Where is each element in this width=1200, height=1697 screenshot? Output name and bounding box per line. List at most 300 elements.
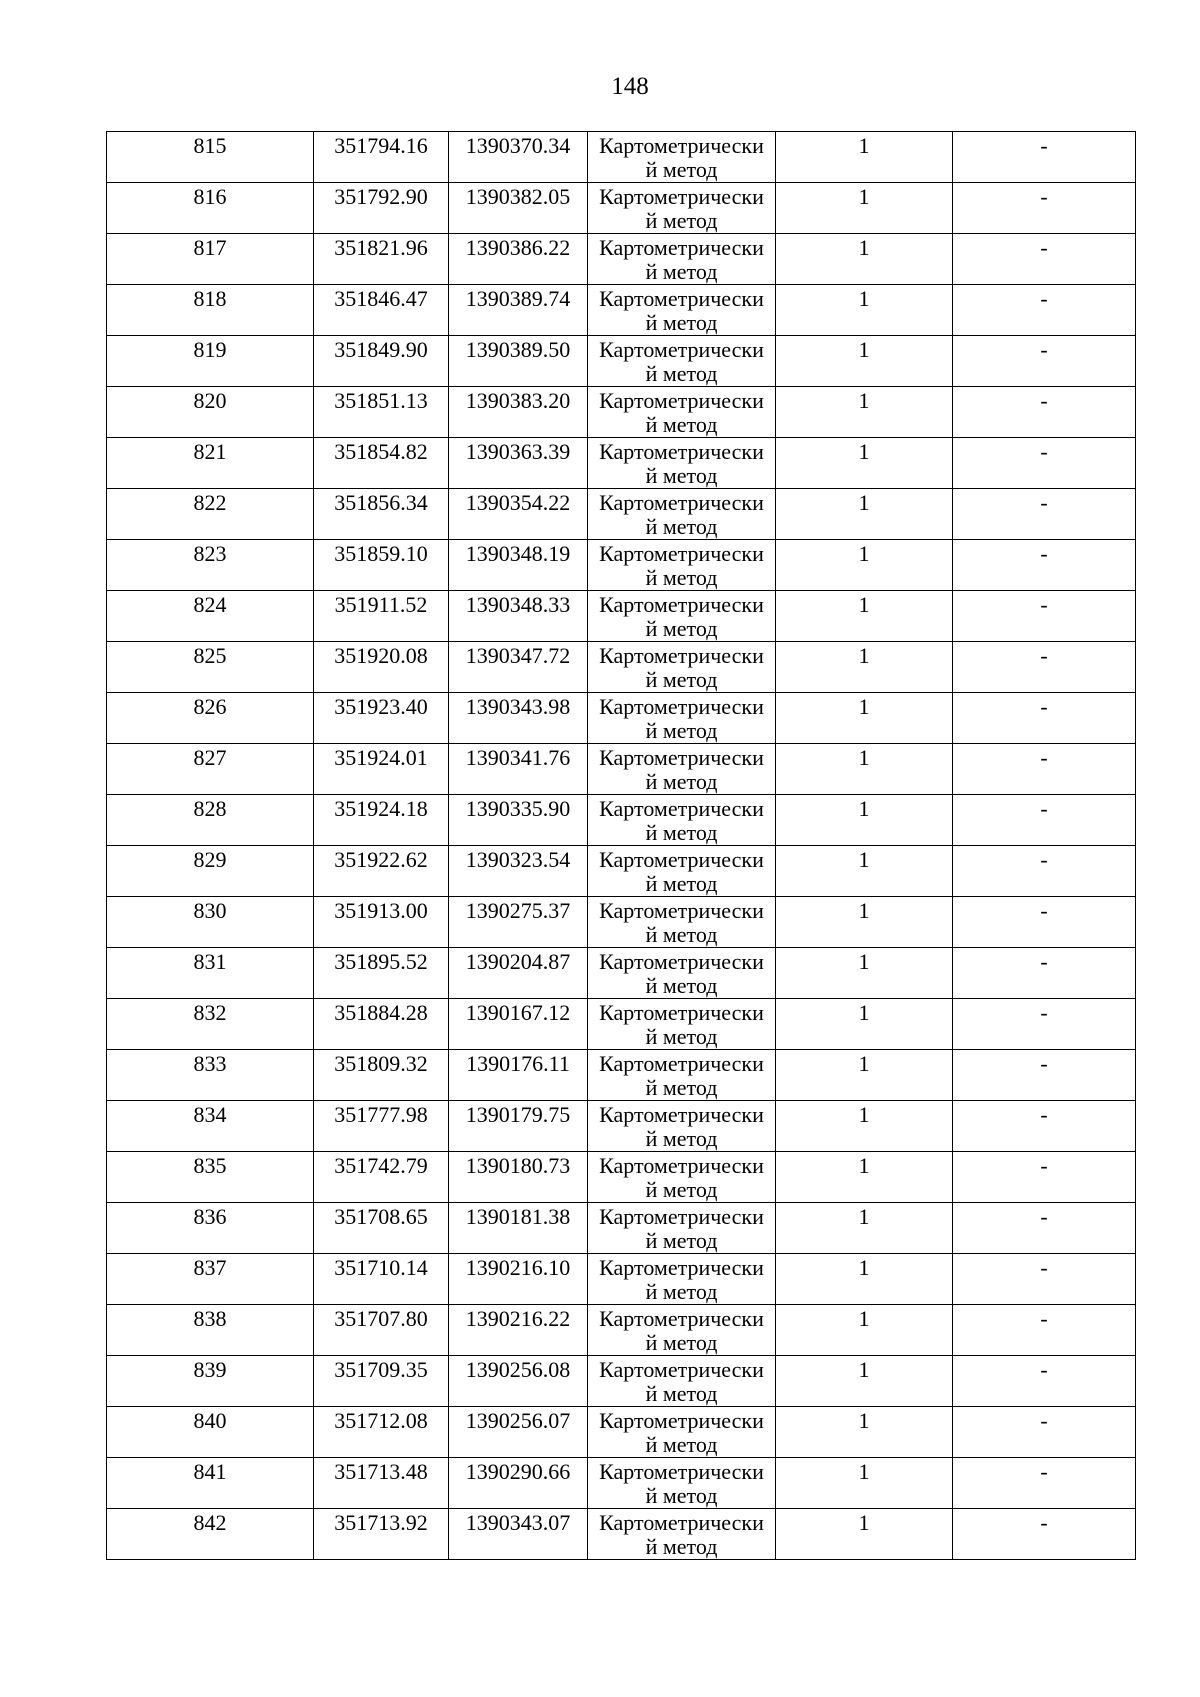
x-coordinate-value: 351851.13 xyxy=(334,388,428,413)
accuracy-value: 1 xyxy=(858,643,870,668)
accuracy-cell xyxy=(776,1050,953,1101)
note-value: - xyxy=(1040,592,1048,617)
accuracy-cell xyxy=(776,591,953,642)
method-cell xyxy=(588,744,776,795)
x-coordinate-value: 351809.32 xyxy=(334,1051,428,1076)
point-number-cell xyxy=(107,1050,314,1101)
note-cell xyxy=(953,744,1136,795)
method-cell xyxy=(588,1101,776,1152)
note-value: - xyxy=(1040,847,1048,872)
method-cell xyxy=(588,1458,776,1509)
point-number-cell xyxy=(107,387,314,438)
x-coordinate-value: 351712.08 xyxy=(334,1408,428,1433)
method-line-1: Картометрически xyxy=(599,235,764,260)
method-line-2: й метод xyxy=(645,718,718,743)
method-line-2: й метод xyxy=(645,310,718,335)
point-number-cell xyxy=(107,1203,314,1254)
note-cell xyxy=(953,1458,1136,1509)
y-coordinate-value: 1390323.54 xyxy=(465,847,571,872)
point-number-value: 818 xyxy=(193,286,227,311)
method-line-1: Картометрически xyxy=(599,133,764,158)
method-cell xyxy=(588,1509,776,1560)
y-coordinate-cell xyxy=(449,540,588,591)
method-line-1: Картометрически xyxy=(599,1051,764,1076)
y-coordinate-value: 1390204.87 xyxy=(465,949,571,974)
y-coordinate-value: 1390389.74 xyxy=(465,286,571,311)
accuracy-value: 1 xyxy=(858,1255,870,1280)
note-value: - xyxy=(1040,898,1048,923)
accuracy-value: 1 xyxy=(858,1153,870,1178)
method-line-2: й метод xyxy=(645,1381,718,1406)
accuracy-value: 1 xyxy=(858,1408,870,1433)
y-coordinate-cell xyxy=(449,846,588,897)
note-value: - xyxy=(1040,694,1048,719)
point-number-cell xyxy=(107,999,314,1050)
accuracy-value: 1 xyxy=(858,796,870,821)
y-coordinate-cell xyxy=(449,1458,588,1509)
point-number-value: 838 xyxy=(193,1306,227,1331)
note-value: - xyxy=(1040,541,1048,566)
method-line-2: й метод xyxy=(645,565,718,590)
accuracy-cell xyxy=(776,1407,953,1458)
y-coordinate-value: 1390389.50 xyxy=(465,337,571,362)
x-coordinate-value: 351710.14 xyxy=(334,1255,428,1280)
accuracy-value: 1 xyxy=(858,898,870,923)
note-cell xyxy=(953,1050,1136,1101)
note-value: - xyxy=(1040,1000,1048,1025)
point-number-cell xyxy=(107,846,314,897)
table-row xyxy=(107,1101,1136,1152)
note-value: - xyxy=(1040,439,1048,464)
method-line-1: Картометрически xyxy=(599,694,764,719)
accuracy-value: 1 xyxy=(858,337,870,362)
method-line-2: й метод xyxy=(645,616,718,641)
method-line-1: Картометрически xyxy=(599,1153,764,1178)
table-row xyxy=(107,1356,1136,1407)
y-coordinate-value: 1390347.72 xyxy=(465,643,571,668)
accuracy-cell xyxy=(776,1356,953,1407)
x-coordinate-cell xyxy=(314,1458,449,1509)
note-value: - xyxy=(1040,1153,1048,1178)
note-cell xyxy=(953,1305,1136,1356)
method-cell xyxy=(588,846,776,897)
accuracy-cell xyxy=(776,285,953,336)
method-cell xyxy=(588,642,776,693)
note-cell xyxy=(953,1254,1136,1305)
note-value: - xyxy=(1040,1102,1048,1127)
note-value: - xyxy=(1040,745,1048,770)
x-coordinate-cell xyxy=(314,897,449,948)
method-cell xyxy=(588,285,776,336)
note-cell xyxy=(953,387,1136,438)
table-row xyxy=(107,285,1136,336)
accuracy-value: 1 xyxy=(858,1510,870,1535)
note-value: - xyxy=(1040,184,1048,209)
x-coordinate-value: 351856.34 xyxy=(334,490,428,515)
accuracy-value: 1 xyxy=(858,745,870,770)
point-number-cell xyxy=(107,744,314,795)
accuracy-cell xyxy=(776,948,953,999)
point-number-cell xyxy=(107,1356,314,1407)
accuracy-cell xyxy=(776,387,953,438)
x-coordinate-value: 351884.28 xyxy=(334,1000,428,1025)
coordinates-table xyxy=(106,131,1136,1560)
method-line-2: й метод xyxy=(645,871,718,896)
method-cell xyxy=(588,234,776,285)
note-cell xyxy=(953,591,1136,642)
x-coordinate-value: 351854.82 xyxy=(334,439,428,464)
y-coordinate-value: 1390216.22 xyxy=(465,1306,571,1331)
accuracy-cell xyxy=(776,897,953,948)
accuracy-value: 1 xyxy=(858,286,870,311)
method-line-1: Картометрически xyxy=(599,796,764,821)
point-number-value: 832 xyxy=(193,1000,227,1025)
accuracy-cell xyxy=(776,438,953,489)
method-line-1: Картометрически xyxy=(599,745,764,770)
point-number-value: 842 xyxy=(193,1510,227,1535)
note-value: - xyxy=(1040,337,1048,362)
point-number-cell xyxy=(107,1254,314,1305)
point-number-cell xyxy=(107,1509,314,1560)
y-coordinate-value: 1390179.75 xyxy=(465,1102,571,1127)
y-coordinate-cell xyxy=(449,591,588,642)
note-value: - xyxy=(1040,1459,1048,1484)
method-cell xyxy=(588,1356,776,1407)
point-number-value: 836 xyxy=(193,1204,227,1229)
note-cell xyxy=(953,183,1136,234)
accuracy-cell xyxy=(776,540,953,591)
note-value: - xyxy=(1040,388,1048,413)
note-cell xyxy=(953,489,1136,540)
method-cell xyxy=(588,1152,776,1203)
method-cell xyxy=(588,591,776,642)
accuracy-value: 1 xyxy=(858,541,870,566)
method-cell xyxy=(588,1254,776,1305)
method-line-2: й метод xyxy=(645,769,718,794)
point-number-value: 833 xyxy=(193,1051,227,1076)
x-coordinate-cell xyxy=(314,846,449,897)
accuracy-cell xyxy=(776,1458,953,1509)
method-line-1: Картометрически xyxy=(599,1204,764,1229)
x-coordinate-cell xyxy=(314,1509,449,1560)
method-line-1: Картометрически xyxy=(599,184,764,209)
point-number-value: 824 xyxy=(193,592,227,617)
y-coordinate-cell xyxy=(449,897,588,948)
method-line-1: Картометрически xyxy=(599,949,764,974)
point-number-cell xyxy=(107,1458,314,1509)
method-line-2: й метод xyxy=(645,1024,718,1049)
method-line-2: й метод xyxy=(645,361,718,386)
accuracy-value: 1 xyxy=(858,1000,870,1025)
point-number-cell xyxy=(107,591,314,642)
y-coordinate-value: 1390386.22 xyxy=(465,235,571,260)
accuracy-cell xyxy=(776,234,953,285)
accuracy-value: 1 xyxy=(858,1102,870,1127)
x-coordinate-value: 351924.01 xyxy=(334,745,428,770)
table-row xyxy=(107,693,1136,744)
x-coordinate-value: 351911.52 xyxy=(334,592,428,617)
point-number-cell xyxy=(107,897,314,948)
point-number-value: 828 xyxy=(193,796,227,821)
point-number-cell xyxy=(107,183,314,234)
y-coordinate-value: 1390343.98 xyxy=(465,694,571,719)
method-line-1: Картометрически xyxy=(599,898,764,923)
point-number-value: 825 xyxy=(193,643,227,668)
table-row xyxy=(107,999,1136,1050)
y-coordinate-cell xyxy=(449,438,588,489)
x-coordinate-cell xyxy=(314,1152,449,1203)
point-number-value: 827 xyxy=(193,745,227,770)
accuracy-cell xyxy=(776,1305,953,1356)
table-row xyxy=(107,1254,1136,1305)
note-value: - xyxy=(1040,235,1048,260)
x-coordinate-cell xyxy=(314,642,449,693)
accuracy-value: 1 xyxy=(858,490,870,515)
accuracy-value: 1 xyxy=(858,592,870,617)
accuracy-value: 1 xyxy=(858,847,870,872)
y-coordinate-cell xyxy=(449,336,588,387)
method-cell xyxy=(588,540,776,591)
x-coordinate-value: 351849.90 xyxy=(334,337,428,362)
method-line-2: й метод xyxy=(645,1075,718,1100)
note-value: - xyxy=(1040,133,1048,158)
y-coordinate-cell xyxy=(449,1203,588,1254)
point-number-cell xyxy=(107,285,314,336)
x-coordinate-value: 351895.52 xyxy=(334,949,428,974)
x-coordinate-value: 351821.96 xyxy=(334,235,428,260)
method-cell xyxy=(588,183,776,234)
method-line-1: Картометрически xyxy=(599,490,764,515)
y-coordinate-cell xyxy=(449,234,588,285)
y-coordinate-cell xyxy=(449,132,588,183)
method-line-2: й метод xyxy=(645,1534,718,1559)
table-row xyxy=(107,132,1136,183)
method-cell xyxy=(588,897,776,948)
point-number-cell xyxy=(107,948,314,999)
point-number-value: 837 xyxy=(193,1255,227,1280)
method-line-2: й метод xyxy=(645,973,718,998)
table-row xyxy=(107,234,1136,285)
y-coordinate-value: 1390167.12 xyxy=(465,1000,571,1025)
point-number-cell xyxy=(107,693,314,744)
x-coordinate-value: 351922.62 xyxy=(334,847,428,872)
x-coordinate-cell xyxy=(314,1305,449,1356)
y-coordinate-value: 1390363.39 xyxy=(465,439,571,464)
method-line-1: Картометрически xyxy=(599,1000,764,1025)
method-line-2: й метод xyxy=(645,208,718,233)
point-number-cell xyxy=(107,1305,314,1356)
y-coordinate-value: 1390383.20 xyxy=(465,388,571,413)
method-line-2: й метод xyxy=(645,1228,718,1253)
note-cell xyxy=(953,795,1136,846)
y-coordinate-cell xyxy=(449,489,588,540)
point-number-cell xyxy=(107,1407,314,1458)
note-cell xyxy=(953,999,1136,1050)
y-coordinate-cell xyxy=(449,693,588,744)
note-cell xyxy=(953,285,1136,336)
table-row xyxy=(107,1203,1136,1254)
note-cell xyxy=(953,1152,1136,1203)
accuracy-value: 1 xyxy=(858,388,870,413)
y-coordinate-value: 1390180.73 xyxy=(465,1153,571,1178)
point-number-value: 830 xyxy=(193,898,227,923)
point-number-cell xyxy=(107,234,314,285)
y-coordinate-value: 1390348.33 xyxy=(465,592,571,617)
note-value: - xyxy=(1040,1204,1048,1229)
table-row xyxy=(107,1407,1136,1458)
point-number-value: 841 xyxy=(193,1459,227,1484)
table-body xyxy=(107,132,1136,1560)
method-line-2: й метод xyxy=(645,514,718,539)
method-line-1: Картометрически xyxy=(599,439,764,464)
accuracy-cell xyxy=(776,1152,953,1203)
x-coordinate-cell xyxy=(314,591,449,642)
y-coordinate-cell xyxy=(449,795,588,846)
table-row xyxy=(107,540,1136,591)
point-number-value: 815 xyxy=(193,133,227,158)
point-number-cell xyxy=(107,489,314,540)
note-value: - xyxy=(1040,490,1048,515)
method-line-1: Картометрически xyxy=(599,847,764,872)
y-coordinate-cell xyxy=(449,1050,588,1101)
y-coordinate-value: 1390216.10 xyxy=(465,1255,571,1280)
note-value: - xyxy=(1040,1255,1048,1280)
method-cell xyxy=(588,387,776,438)
table-row xyxy=(107,1152,1136,1203)
point-number-cell xyxy=(107,438,314,489)
accuracy-cell xyxy=(776,132,953,183)
note-cell xyxy=(953,1509,1136,1560)
method-line-2: й метод xyxy=(645,820,718,845)
x-coordinate-cell xyxy=(314,183,449,234)
method-line-1: Картометрически xyxy=(599,541,764,566)
x-coordinate-cell xyxy=(314,693,449,744)
point-number-cell xyxy=(107,795,314,846)
y-coordinate-cell xyxy=(449,642,588,693)
table-row xyxy=(107,387,1136,438)
accuracy-value: 1 xyxy=(858,1357,870,1382)
note-cell xyxy=(953,846,1136,897)
note-cell xyxy=(953,132,1136,183)
note-cell xyxy=(953,693,1136,744)
point-number-value: 839 xyxy=(193,1357,227,1382)
table-row xyxy=(107,438,1136,489)
method-line-1: Картометрически xyxy=(599,1510,764,1535)
y-coordinate-cell xyxy=(449,1101,588,1152)
accuracy-cell xyxy=(776,846,953,897)
method-line-1: Картометрически xyxy=(599,592,764,617)
x-coordinate-cell xyxy=(314,540,449,591)
point-number-cell xyxy=(107,1152,314,1203)
method-cell xyxy=(588,1050,776,1101)
accuracy-cell xyxy=(776,999,953,1050)
accuracy-value: 1 xyxy=(858,1204,870,1229)
x-coordinate-cell xyxy=(314,234,449,285)
table-row xyxy=(107,795,1136,846)
method-line-1: Картометрически xyxy=(599,643,764,668)
accuracy-cell xyxy=(776,183,953,234)
note-value: - xyxy=(1040,286,1048,311)
method-line-1: Картометрически xyxy=(599,1408,764,1433)
method-cell xyxy=(588,1407,776,1458)
point-number-value: 834 xyxy=(193,1102,227,1127)
x-coordinate-value: 351924.18 xyxy=(334,796,428,821)
x-coordinate-value: 351913.00 xyxy=(334,898,428,923)
y-coordinate-value: 1390290.66 xyxy=(465,1459,571,1484)
table-row xyxy=(107,1305,1136,1356)
note-cell xyxy=(953,1356,1136,1407)
x-coordinate-cell xyxy=(314,744,449,795)
note-value: - xyxy=(1040,1357,1048,1382)
accuracy-cell xyxy=(776,744,953,795)
table-row xyxy=(107,948,1136,999)
note-cell xyxy=(953,438,1136,489)
y-coordinate-cell xyxy=(449,387,588,438)
y-coordinate-value: 1390382.05 xyxy=(465,184,571,209)
table-row xyxy=(107,1509,1136,1560)
accuracy-value: 1 xyxy=(858,1051,870,1076)
method-line-1: Картометрически xyxy=(599,1459,764,1484)
accuracy-value: 1 xyxy=(858,133,870,158)
y-coordinate-cell xyxy=(449,1305,588,1356)
y-coordinate-cell xyxy=(449,1509,588,1560)
y-coordinate-value: 1390256.07 xyxy=(465,1408,571,1433)
table-row xyxy=(107,183,1136,234)
x-coordinate-cell xyxy=(314,285,449,336)
note-value: - xyxy=(1040,796,1048,821)
point-number-value: 835 xyxy=(193,1153,227,1178)
note-cell xyxy=(953,1203,1136,1254)
accuracy-value: 1 xyxy=(858,694,870,719)
x-coordinate-value: 351792.90 xyxy=(334,184,428,209)
point-number-value: 822 xyxy=(193,490,227,515)
method-cell xyxy=(588,795,776,846)
method-line-2: й метод xyxy=(645,463,718,488)
y-coordinate-value: 1390275.37 xyxy=(465,898,571,923)
y-coordinate-cell xyxy=(449,183,588,234)
x-coordinate-value: 351777.98 xyxy=(334,1102,428,1127)
method-line-1: Картометрически xyxy=(599,388,764,413)
x-coordinate-value: 351794.16 xyxy=(334,133,428,158)
table-row xyxy=(107,336,1136,387)
accuracy-cell xyxy=(776,693,953,744)
method-line-2: й метод xyxy=(645,1432,718,1457)
note-cell xyxy=(953,897,1136,948)
y-coordinate-cell xyxy=(449,999,588,1050)
method-line-2: й метод xyxy=(645,412,718,437)
method-line-1: Картометрически xyxy=(599,1357,764,1382)
x-coordinate-value: 351742.79 xyxy=(334,1153,428,1178)
y-coordinate-cell xyxy=(449,948,588,999)
y-coordinate-cell xyxy=(449,1407,588,1458)
point-number-value: 829 xyxy=(193,847,227,872)
note-cell xyxy=(953,1101,1136,1152)
accuracy-value: 1 xyxy=(858,235,870,260)
x-coordinate-cell xyxy=(314,438,449,489)
y-coordinate-cell xyxy=(449,744,588,795)
x-coordinate-value: 351708.65 xyxy=(334,1204,428,1229)
accuracy-cell xyxy=(776,1101,953,1152)
method-cell xyxy=(588,489,776,540)
note-value: - xyxy=(1040,949,1048,974)
table-row xyxy=(107,489,1136,540)
y-coordinate-value: 1390343.07 xyxy=(465,1510,571,1535)
x-coordinate-value: 351920.08 xyxy=(334,643,428,668)
accuracy-cell xyxy=(776,795,953,846)
y-coordinate-cell xyxy=(449,285,588,336)
table-row xyxy=(107,1458,1136,1509)
accuracy-value: 1 xyxy=(858,439,870,464)
